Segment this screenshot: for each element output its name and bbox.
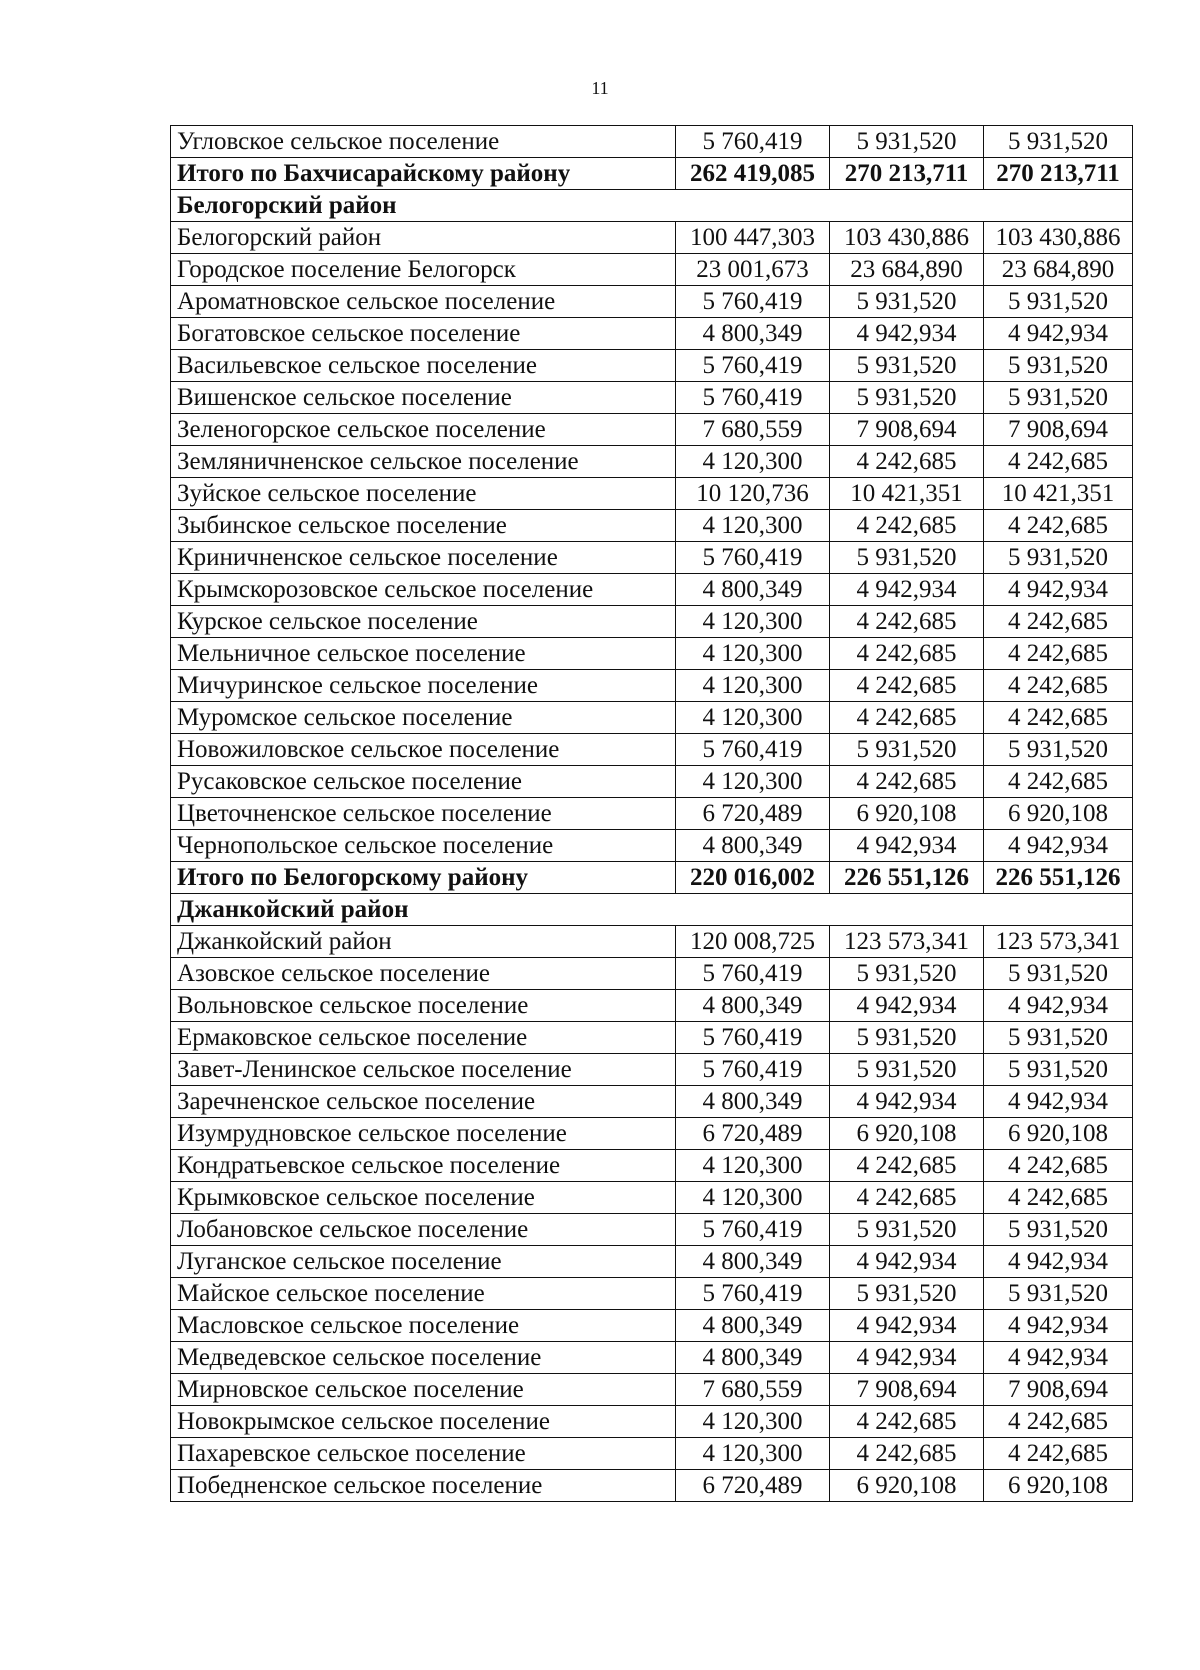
amount-cell-year-1: 4 120,300: [676, 638, 830, 670]
amount-cell-year-2: 5 931,520: [830, 1214, 984, 1246]
table-row: [171, 1182, 1133, 1214]
amount-cell-year-2: 4 242,685: [830, 446, 984, 478]
amount-cell-year-2: 5 931,520: [830, 382, 984, 414]
table-row: [171, 1246, 1133, 1278]
table-row: [171, 254, 1133, 286]
amount-cell-year-1: 5 760,419: [676, 126, 830, 158]
amount-cell-year-3: 4 942,934: [984, 1342, 1133, 1374]
settlement-name: Белогорский район: [171, 222, 676, 254]
amount-cell-year-1: 6 720,489: [676, 1118, 830, 1150]
amount-cell-year-2: 4 242,685: [830, 1150, 984, 1182]
amount-cell-year-3: 6 920,108: [984, 798, 1133, 830]
amount-cell-year-2: 5 931,520: [830, 1278, 984, 1310]
district-name: Джанкойский район: [171, 894, 1133, 926]
table-row: [171, 798, 1133, 830]
amount-cell-year-1: 4 800,349: [676, 1310, 830, 1342]
district-header-row: [171, 894, 1133, 926]
table-row: [171, 1214, 1133, 1246]
settlement-name: Чернопольское сельское поселение: [171, 830, 676, 862]
amount-cell-year-3: 4 242,685: [984, 638, 1133, 670]
settlement-name: Курское сельское поселение: [171, 606, 676, 638]
amount-cell-year-1: 4 800,349: [676, 318, 830, 350]
amount-cell-year-1: 4 120,300: [676, 1150, 830, 1182]
settlement-name: Кондратьевское сельское поселение: [171, 1150, 676, 1182]
table-row: [171, 958, 1133, 990]
amount-cell-year-1: 4 120,300: [676, 510, 830, 542]
table-row: [171, 478, 1133, 510]
table-row: [171, 926, 1133, 958]
amount-cell-year-3: 4 242,685: [984, 606, 1133, 638]
amount-cell-year-1: 5 760,419: [676, 1214, 830, 1246]
amount-cell-year-2: 4 942,934: [830, 1086, 984, 1118]
table-row: [171, 222, 1133, 254]
settlement-name: Победненское сельское поселение: [171, 1470, 676, 1502]
settlement-name: Ермаковское сельское поселение: [171, 1022, 676, 1054]
amount-cell-year-2: 4 942,934: [830, 1342, 984, 1374]
amount-cell-year-2: 4 942,934: [830, 1246, 984, 1278]
amount-cell-year-2: 270 213,711: [830, 158, 984, 190]
settlement-name: Мирновское сельское поселение: [171, 1374, 676, 1406]
table-row: [171, 1118, 1133, 1150]
amount-cell-year-3: 4 242,685: [984, 1438, 1133, 1470]
amount-cell-year-1: 23 001,673: [676, 254, 830, 286]
amount-cell-year-3: 4 942,934: [984, 1246, 1133, 1278]
settlement-name: Мичуринское сельское поселение: [171, 670, 676, 702]
amount-cell-year-1: 4 120,300: [676, 446, 830, 478]
amount-cell-year-2: 7 908,694: [830, 414, 984, 446]
settlement-name: Джанкойский район: [171, 926, 676, 958]
settlement-name: Луганское сельское поселение: [171, 1246, 676, 1278]
district-header-row: [171, 190, 1133, 222]
table-row: [171, 1086, 1133, 1118]
table-row: [171, 670, 1133, 702]
amount-cell-year-3: 4 242,685: [984, 446, 1133, 478]
amount-cell-year-1: 5 760,419: [676, 958, 830, 990]
amount-cell-year-2: 4 942,934: [830, 318, 984, 350]
settlement-name: Изумрудновское сельское поселение: [171, 1118, 676, 1150]
amount-cell-year-1: 6 720,489: [676, 798, 830, 830]
amount-cell-year-2: 226 551,126: [830, 862, 984, 894]
total-label: Итого по Белогорскому району: [171, 862, 676, 894]
settlement-name: Криничненское сельское поселение: [171, 542, 676, 574]
amount-cell-year-3: 5 931,520: [984, 1214, 1133, 1246]
amount-cell-year-3: 226 551,126: [984, 862, 1133, 894]
settlement-name: Лобановское сельское поселение: [171, 1214, 676, 1246]
amount-cell-year-3: 103 430,886: [984, 222, 1133, 254]
amount-cell-year-3: 7 908,694: [984, 414, 1133, 446]
amount-cell-year-3: 4 942,934: [984, 1086, 1133, 1118]
settlement-name: Крымскорозовское сельское поселение: [171, 574, 676, 606]
amount-cell-year-1: 4 120,300: [676, 702, 830, 734]
settlement-name: Заречненское сельское поселение: [171, 1086, 676, 1118]
amount-cell-year-3: 5 931,520: [984, 1054, 1133, 1086]
amount-cell-year-3: 5 931,520: [984, 1022, 1133, 1054]
amount-cell-year-2: 4 242,685: [830, 606, 984, 638]
table-row: [171, 510, 1133, 542]
table-row: [171, 446, 1133, 478]
settlement-name: Мельничное сельское поселение: [171, 638, 676, 670]
amount-cell-year-2: 6 920,108: [830, 798, 984, 830]
amount-cell-year-2: 5 931,520: [830, 734, 984, 766]
amount-cell-year-2: 10 421,351: [830, 478, 984, 510]
settlement-name: Масловское сельское поселение: [171, 1310, 676, 1342]
amount-cell-year-3: 5 931,520: [984, 286, 1133, 318]
settlement-name: Ароматновское сельское поселение: [171, 286, 676, 318]
amount-cell-year-1: 4 120,300: [676, 1406, 830, 1438]
amount-cell-year-2: 5 931,520: [830, 542, 984, 574]
table-row: [171, 318, 1133, 350]
amount-cell-year-3: 10 421,351: [984, 478, 1133, 510]
amount-cell-year-3: 4 242,685: [984, 670, 1133, 702]
amount-cell-year-1: 4 120,300: [676, 670, 830, 702]
table-row: [171, 126, 1133, 158]
amount-cell-year-1: 5 760,419: [676, 350, 830, 382]
table-row: [171, 638, 1133, 670]
settlement-name: Вольновское сельское поселение: [171, 990, 676, 1022]
amount-cell-year-3: 4 942,934: [984, 990, 1133, 1022]
amount-cell-year-3: 4 942,934: [984, 1310, 1133, 1342]
amount-cell-year-1: 5 760,419: [676, 1278, 830, 1310]
amount-cell-year-1: 6 720,489: [676, 1470, 830, 1502]
amount-cell-year-2: 5 931,520: [830, 126, 984, 158]
table-row: [171, 1438, 1133, 1470]
amount-cell-year-1: 5 760,419: [676, 734, 830, 766]
settlement-name: Зуйское сельское поселение: [171, 478, 676, 510]
settlement-name: Богатовское сельское поселение: [171, 318, 676, 350]
table-row: [171, 414, 1133, 446]
amount-cell-year-3: 4 242,685: [984, 766, 1133, 798]
table-row: [171, 734, 1133, 766]
amount-cell-year-2: 5 931,520: [830, 1022, 984, 1054]
settlement-name: Завет-Ленинское сельское поселение: [171, 1054, 676, 1086]
table-row: [171, 1470, 1133, 1502]
amount-cell-year-1: 4 800,349: [676, 1086, 830, 1118]
table-row: [171, 1022, 1133, 1054]
table-row: [171, 766, 1133, 798]
amount-cell-year-2: 4 942,934: [830, 1310, 984, 1342]
amount-cell-year-1: 5 760,419: [676, 1054, 830, 1086]
table-row: [171, 1310, 1133, 1342]
amount-cell-year-1: 4 120,300: [676, 606, 830, 638]
settlement-name: Майское сельское поселение: [171, 1278, 676, 1310]
amount-cell-year-3: 5 931,520: [984, 734, 1133, 766]
table-row: [171, 1342, 1133, 1374]
amount-cell-year-3: 4 242,685: [984, 510, 1133, 542]
amount-cell-year-1: 220 016,002: [676, 862, 830, 894]
amount-cell-year-2: 4 942,934: [830, 574, 984, 606]
settlement-name: Пахаревское сельское поселение: [171, 1438, 676, 1470]
settlement-name: Русаковское сельское поселение: [171, 766, 676, 798]
settlement-name: Крымковское сельское поселение: [171, 1182, 676, 1214]
table-row: [171, 574, 1133, 606]
amount-cell-year-2: 6 920,108: [830, 1118, 984, 1150]
amount-cell-year-2: 4 242,685: [830, 702, 984, 734]
amount-cell-year-3: 5 931,520: [984, 382, 1133, 414]
settlement-name: Зеленогорское сельское поселение: [171, 414, 676, 446]
settlement-name: Новожиловское сельское поселение: [171, 734, 676, 766]
table-row: [171, 286, 1133, 318]
table-row: [171, 1278, 1133, 1310]
amount-cell-year-2: 5 931,520: [830, 1054, 984, 1086]
settlement-name: Цветочненское сельское поселение: [171, 798, 676, 830]
amount-cell-year-1: 4 120,300: [676, 1438, 830, 1470]
table-body: [171, 126, 1133, 1502]
amount-cell-year-1: 4 120,300: [676, 1182, 830, 1214]
settlement-name: Муромское сельское поселение: [171, 702, 676, 734]
amount-cell-year-2: 123 573,341: [830, 926, 984, 958]
district-total-row: [171, 862, 1133, 894]
amount-cell-year-3: 5 931,520: [984, 958, 1133, 990]
table-row: [171, 542, 1133, 574]
amount-cell-year-2: 4 242,685: [830, 1406, 984, 1438]
amount-cell-year-3: 7 908,694: [984, 1374, 1133, 1406]
amount-cell-year-3: 4 942,934: [984, 574, 1133, 606]
amount-cell-year-1: 10 120,736: [676, 478, 830, 510]
settlement-name: Васильевское сельское поселение: [171, 350, 676, 382]
amount-cell-year-1: 5 760,419: [676, 1022, 830, 1054]
amount-cell-year-3: 4 242,685: [984, 1182, 1133, 1214]
table-row: [171, 702, 1133, 734]
table-row: [171, 606, 1133, 638]
amount-cell-year-2: 6 920,108: [830, 1470, 984, 1502]
amount-cell-year-3: 23 684,890: [984, 254, 1133, 286]
table-row: [171, 382, 1133, 414]
amount-cell-year-2: 4 242,685: [830, 638, 984, 670]
amount-cell-year-1: 4 800,349: [676, 574, 830, 606]
settlement-name: Земляничненское сельское поселение: [171, 446, 676, 478]
amount-cell-year-2: 23 684,890: [830, 254, 984, 286]
amount-cell-year-1: 4 120,300: [676, 766, 830, 798]
table-row: [171, 1054, 1133, 1086]
settlement-name: Зыбинское сельское поселение: [171, 510, 676, 542]
settlement-name: Городское поселение Белогорск: [171, 254, 676, 286]
settlement-name: Вишенское сельское поселение: [171, 382, 676, 414]
district-name: Белогорский район: [171, 190, 1133, 222]
amount-cell-year-2: 103 430,886: [830, 222, 984, 254]
table-row: [171, 990, 1133, 1022]
amount-cell-year-2: 4 242,685: [830, 670, 984, 702]
amount-cell-year-3: 4 242,685: [984, 1150, 1133, 1182]
amount-cell-year-3: 4 942,934: [984, 318, 1133, 350]
amount-cell-year-1: 5 760,419: [676, 382, 830, 414]
amount-cell-year-2: 4 242,685: [830, 1182, 984, 1214]
table-row: [171, 1406, 1133, 1438]
amount-cell-year-1: 4 800,349: [676, 990, 830, 1022]
amount-cell-year-1: 4 800,349: [676, 1246, 830, 1278]
amount-cell-year-1: 4 800,349: [676, 830, 830, 862]
settlement-name: Новокрымское сельское поселение: [171, 1406, 676, 1438]
settlement-name: Медведевское сельское поселение: [171, 1342, 676, 1374]
amount-cell-year-1: 100 447,303: [676, 222, 830, 254]
amount-cell-year-2: 7 908,694: [830, 1374, 984, 1406]
amount-cell-year-1: 120 008,725: [676, 926, 830, 958]
amount-cell-year-2: 4 242,685: [830, 1438, 984, 1470]
amount-cell-year-1: 262 419,085: [676, 158, 830, 190]
amount-cell-year-2: 4 242,685: [830, 766, 984, 798]
amount-cell-year-2: 4 942,934: [830, 990, 984, 1022]
amount-cell-year-3: 5 931,520: [984, 126, 1133, 158]
table-row: [171, 1150, 1133, 1182]
district-total-row: [171, 158, 1133, 190]
table-row: [171, 350, 1133, 382]
settlement-name: Азовское сельское поселение: [171, 958, 676, 990]
amount-cell-year-3: 6 920,108: [984, 1118, 1133, 1150]
settlement-name: Угловское сельское поселение: [171, 126, 676, 158]
amount-cell-year-3: 270 213,711: [984, 158, 1133, 190]
budget-allocation-table: [170, 125, 1133, 1502]
amount-cell-year-3: 4 242,685: [984, 702, 1133, 734]
amount-cell-year-2: 5 931,520: [830, 350, 984, 382]
table-row: [171, 1374, 1133, 1406]
amount-cell-year-3: 4 242,685: [984, 1406, 1133, 1438]
amount-cell-year-1: 5 760,419: [676, 286, 830, 318]
amount-cell-year-2: 4 942,934: [830, 830, 984, 862]
total-label: Итого по Бахчисарайскому району: [171, 158, 676, 190]
amount-cell-year-1: 4 800,349: [676, 1342, 830, 1374]
amount-cell-year-1: 5 760,419: [676, 542, 830, 574]
amount-cell-year-3: 4 942,934: [984, 830, 1133, 862]
amount-cell-year-3: 6 920,108: [984, 1470, 1133, 1502]
amount-cell-year-2: 5 931,520: [830, 286, 984, 318]
amount-cell-year-3: 5 931,520: [984, 542, 1133, 574]
amount-cell-year-1: 7 680,559: [676, 414, 830, 446]
amount-cell-year-2: 5 931,520: [830, 958, 984, 990]
amount-cell-year-3: 123 573,341: [984, 926, 1133, 958]
amount-cell-year-3: 5 931,520: [984, 1278, 1133, 1310]
amount-cell-year-1: 7 680,559: [676, 1374, 830, 1406]
table-row: [171, 830, 1133, 862]
amount-cell-year-3: 5 931,520: [984, 350, 1133, 382]
amount-cell-year-2: 4 242,685: [830, 510, 984, 542]
page-number: 11: [591, 78, 609, 98]
